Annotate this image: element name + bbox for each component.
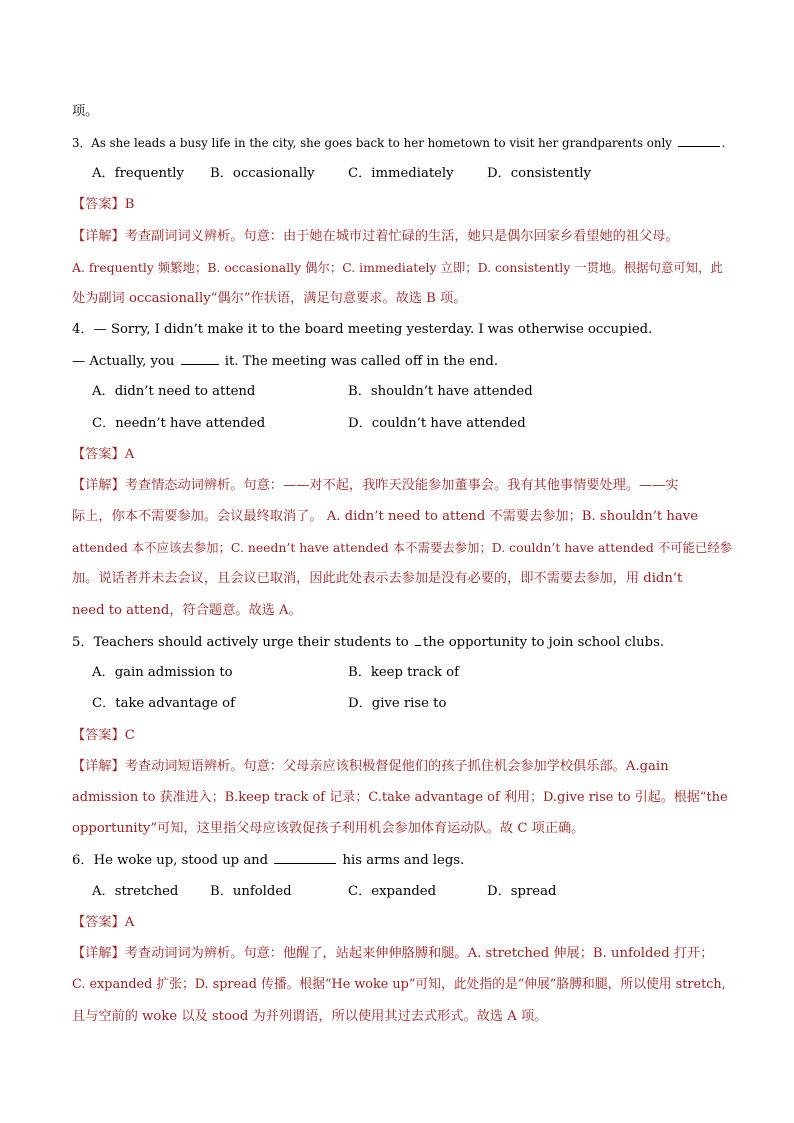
q3-detail-line: 处为副词 occasionally“偶尔”作状语，满足句意要求。故选 B 项。 — [72, 291, 467, 306]
q4-option-b: B．shouldn’t have attended — [348, 384, 533, 399]
answer-blank — [415, 633, 421, 646]
q3-option-c: C．immediately — [348, 166, 454, 181]
q4-option-d: D．couldn’t have attended — [348, 416, 526, 431]
q6-option-c: C．expanded — [348, 884, 437, 899]
q5-option-d: D．give rise to — [348, 696, 447, 711]
q4-option-c: C．needn’t have attended — [92, 416, 266, 431]
q5-detail-line: opportunity”可知，这里指父母应该敦促孩子利用机会参加体育运动队。故 C 项正确。 — [72, 821, 585, 836]
q5-answer: 【答案】C — [72, 728, 135, 743]
previous-fragment: 项。 — [72, 104, 99, 119]
q6-option-d: D．spread — [487, 884, 557, 899]
q5-option-c: C．take advantage of — [92, 696, 235, 711]
question-4-response: — Actually, you it. The meeting was called off in the end. — [72, 354, 499, 369]
q5-detail-line: admission to 获准进入；B.keep track of 记录；C.take advantage of 利用；D.give rise to 引起。根据“the — [72, 790, 728, 805]
q4-detail-line: 【详解】考查情态动词辨析。句意：——对不起，我昨天没能参加董事会。我有其他事情要处理。——实 — [72, 478, 679, 493]
q6-detail-line: C. expanded 扩张；D. spread 传播。根据“He woke up”可知，此处指的是“伸展”胳膊和腿，所以使用 stretch, — [72, 977, 726, 992]
answer-blank — [274, 851, 336, 864]
q6-answer: 【答案】A — [72, 915, 135, 930]
question-5-stem: 5．Teachers should actively urge their students to the opportunity to join school clubs. — [72, 635, 665, 650]
q5-detail-line: 【详解】考查动词短语辨析。句意：父母亲应该积极督促他们的孩子抓住机会参加学校俱乐部。A.gain — [72, 759, 669, 774]
answer-blank — [678, 134, 720, 147]
q4-detail-line: 加。说话者并未去会议，且会议已取消，因此此处表示去参加是没有必要的，即不需要去参加，用 didn’t — [72, 571, 683, 586]
question-6-stem: 6．He woke up, stood up and his arms and legs. — [72, 853, 465, 868]
question-3-stem: 3．As she leads a busy life in the city, she goes back to her hometown to visit her grandparents only . — [72, 136, 726, 150]
q6-detail-line: 且与空前的 woke 以及 stood 为并列谓语，所以使用其过去式形式。故选 A 项。 — [72, 1009, 548, 1024]
q6-option-b: B．unfolded — [210, 884, 292, 899]
q4-detail-line: attended 本不应该去参加；C. needn’t have attended 本不需要去参加；D. couldn’t have attended 不可能已经参 — [72, 540, 733, 555]
q5-option-b: B．keep track of — [348, 665, 459, 680]
q3-option-d: D．consistently — [487, 166, 591, 181]
q3-option-b: B．occasionally — [210, 166, 315, 181]
q4-detail-line: need to attend，符合题意。故选 A。 — [72, 603, 302, 618]
q6-option-a: A．stretched — [92, 884, 179, 899]
q3-option-a: A．frequently — [92, 166, 184, 181]
q3-detail-line: 【详解】考查副词词义辨析。句意：由于她在城市过着忙碌的生活，她只是偶尔回家乡看望她的祖父母。 — [72, 229, 679, 244]
q5-option-a: A．gain admission to — [92, 665, 233, 680]
q3-detail-line: A. frequently 频繁地；B. occasionally 偶尔；C. immediately 立即；D. consistently 一贯地。根据句意可知，此 — [72, 260, 723, 275]
question-4-stem: 4．— Sorry, I didn’t make it to the board meeting yesterday. I was otherwise occupied. — [72, 322, 653, 337]
q4-answer: 【答案】A — [72, 447, 135, 462]
answer-blank — [181, 352, 219, 365]
q3-answer: 【答案】B — [72, 197, 135, 212]
q4-detail-line: 际上，你本不需要参加。会议最终取消了。 A. didn’t need to attend 不需要去参加；B. shouldn’t have — [72, 509, 699, 524]
q6-detail-line: 【详解】考查动词词为辨析。句意：他醒了，站起来伸伸胳膊和腿。A. stretched 伸展；B. unfolded 打开； — [72, 946, 714, 961]
q4-option-a: A．didn’t need to attend — [92, 384, 256, 399]
